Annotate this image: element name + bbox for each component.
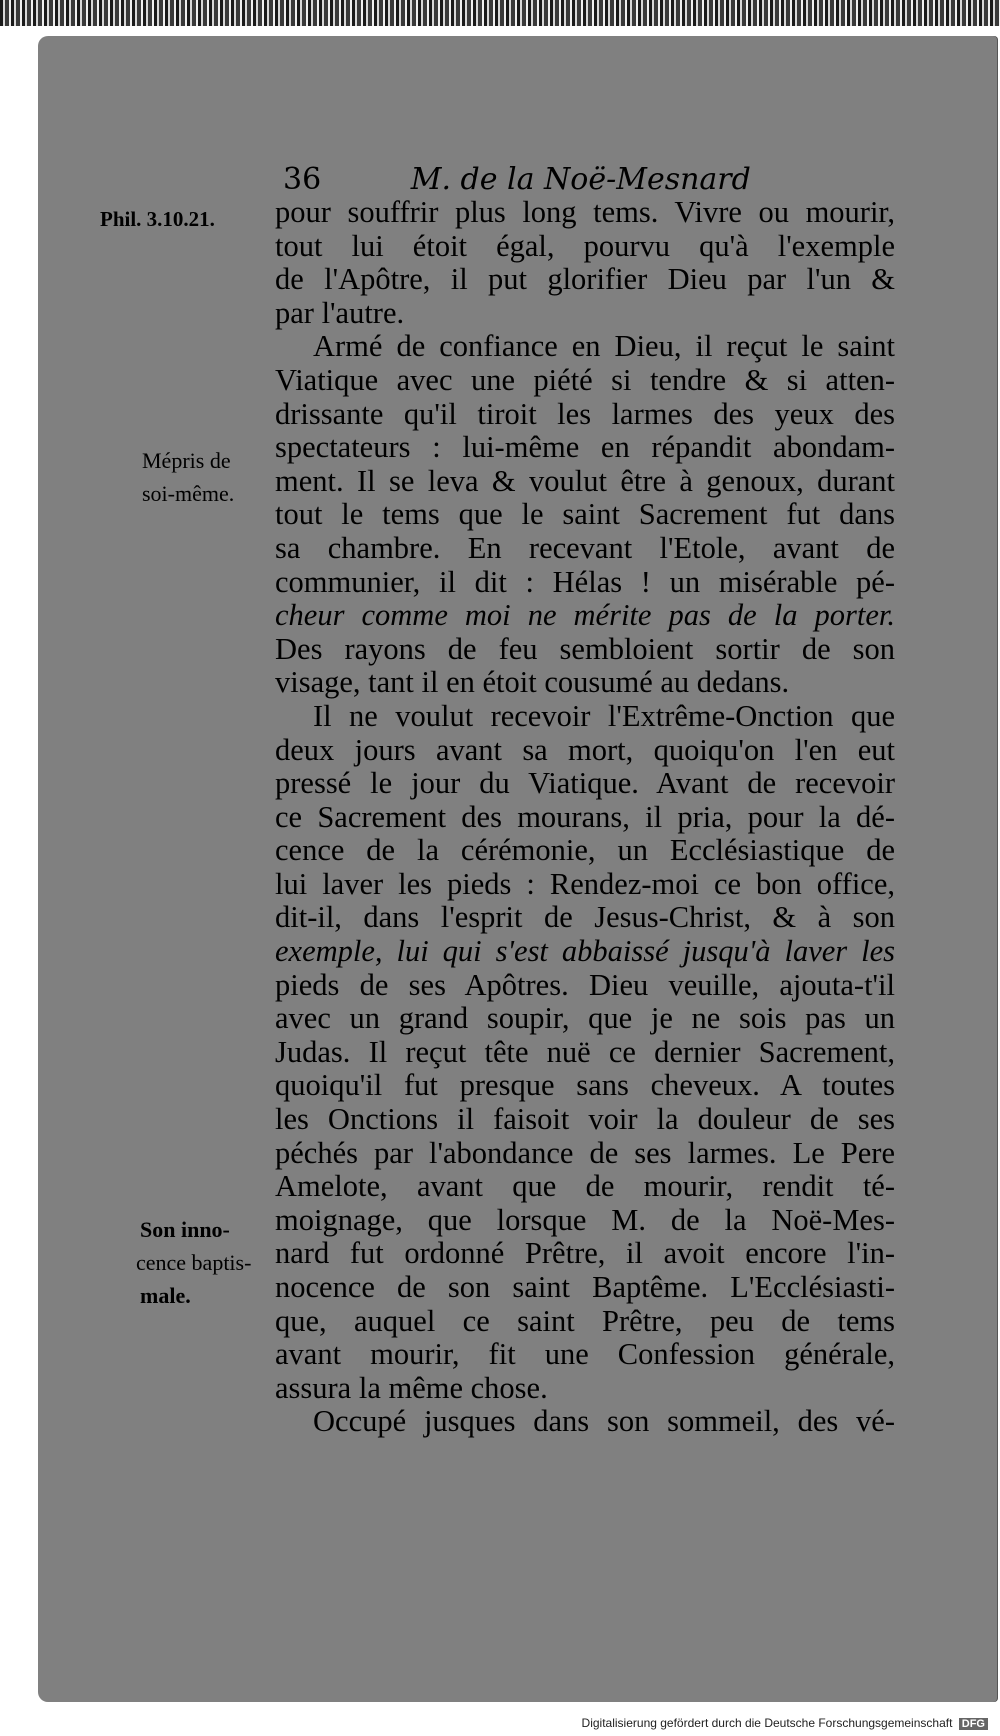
- text-line: Des rayons de feu sembloient sortir de son: [275, 631, 895, 666]
- running-header: [283, 162, 753, 197]
- margin-note-line: male.: [140, 1283, 191, 1308]
- text-line: ce Sacrement des mourans, il pria, pour la dé-: [275, 799, 895, 834]
- digitization-credit: [582, 1716, 988, 1730]
- credit-text: Digitalisierung gefördert durch die Deutsche Forschungsgemeinschaft: [581, 1716, 953, 1730]
- text-line: cence de la cérémonie, un Ecclésiastique de: [275, 833, 895, 868]
- margin-note-line: Son inno-: [140, 1217, 230, 1242]
- text-line: assura la même chose.: [275, 1370, 548, 1405]
- text-line: deux jours avant sa mort, quoiqu'on l'en eut: [275, 732, 895, 767]
- running-title: M. de la Noë-Mesnard: [410, 162, 751, 197]
- text-line: Armé de confiance en Dieu, il reçut le saint: [313, 329, 895, 364]
- text-line: nard fut ordonné Prêtre, il avoit encore l'in-: [275, 1236, 895, 1271]
- page-number: 36: [283, 162, 322, 197]
- text-line: que, auquel ce saint Prêtre, peu de tems: [275, 1303, 895, 1338]
- text-line: péchés par l'abondance de ses larmes. Le Pere: [275, 1135, 895, 1170]
- text-line: communier, il dit : Hélas ! un misérable pé-: [275, 564, 895, 599]
- margin-reference: Phil. 3.10.21.: [100, 207, 215, 231]
- text-line: lui laver les pieds : Rendez-moi ce bon office,: [275, 866, 895, 901]
- margin-note-line: Mépris de: [142, 448, 231, 473]
- margin-note-line: soi-même.: [142, 481, 235, 506]
- text-line: Occupé jusques dans son sommeil, des vé-: [313, 1404, 895, 1439]
- text-line: drissante qu'il tiroit les larmes des yeux des: [275, 396, 895, 431]
- text-line: cheur comme moi ne mérite pas de la porter.: [275, 598, 895, 633]
- text-line: exemple, lui qui s'est abbaissé jusqu'à laver les: [275, 934, 895, 969]
- text-line: tout le tems que le saint Sacrement fut dans: [275, 497, 895, 532]
- text-line: Il ne voulut recevoir l'Extrême-Onction que: [313, 698, 895, 733]
- text-line: pour souffrir plus long tems. Vivre ou mourir,: [275, 195, 895, 229]
- text-line: Judas. Il reçut tête nuë ce dernier Sacrement,: [275, 1034, 895, 1069]
- text-line: Amelote, avant que de mourir, rendit té-: [275, 1169, 895, 1204]
- text-line: avec un grand soupir, que je ne sois pas un: [275, 1001, 895, 1036]
- text-line: nocence de son saint Baptême. L'Ecclésiasti-: [275, 1270, 895, 1304]
- text-line: moignage, que lorsque M. de la Noë-Mes-: [275, 1202, 895, 1237]
- text-line: visage, tant il en étoit cousumé au dedans.: [275, 665, 790, 700]
- text-line: spectateurs : lui-même en répandit abondam-: [275, 430, 895, 465]
- text-line: de l'Apôtre, il put glorifier Dieu par l'un &: [275, 262, 895, 297]
- text-line: Viatique avec une piété si tendre & si atten-: [275, 362, 895, 397]
- margin-note-line: cence baptis-: [136, 1250, 252, 1275]
- text-line: les Onctions il faisoit voir la douleur de ses: [275, 1102, 895, 1137]
- text-line: avant mourir, fit une Confession générale,: [275, 1337, 895, 1372]
- text-line: pressé le jour du Viatique. Avant de recevoir: [275, 766, 895, 801]
- text-line: sa chambre. En recevant l'Etole, avant de: [275, 530, 895, 565]
- dfg-logo: DFG: [959, 1718, 988, 1730]
- text-line: tout lui étoit égal, pourvu qu'à l'exemple: [275, 228, 895, 263]
- text-line: par l'autre.: [275, 295, 405, 330]
- body-text: [275, 196, 895, 1439]
- scan-top-edge: [0, 0, 1000, 26]
- text-line: ment. Il se leva & voulut être à genoux, durant: [275, 463, 895, 498]
- text-line: quoiqu'il fut presque sans cheveux. A toutes: [275, 1068, 895, 1103]
- text-line: dit-il, dans l'esprit de Jesus-Christ, & à son: [275, 900, 895, 935]
- text-line: pieds de ses Apôtres. Dieu veuille, ajouta-t'il: [275, 967, 895, 1002]
